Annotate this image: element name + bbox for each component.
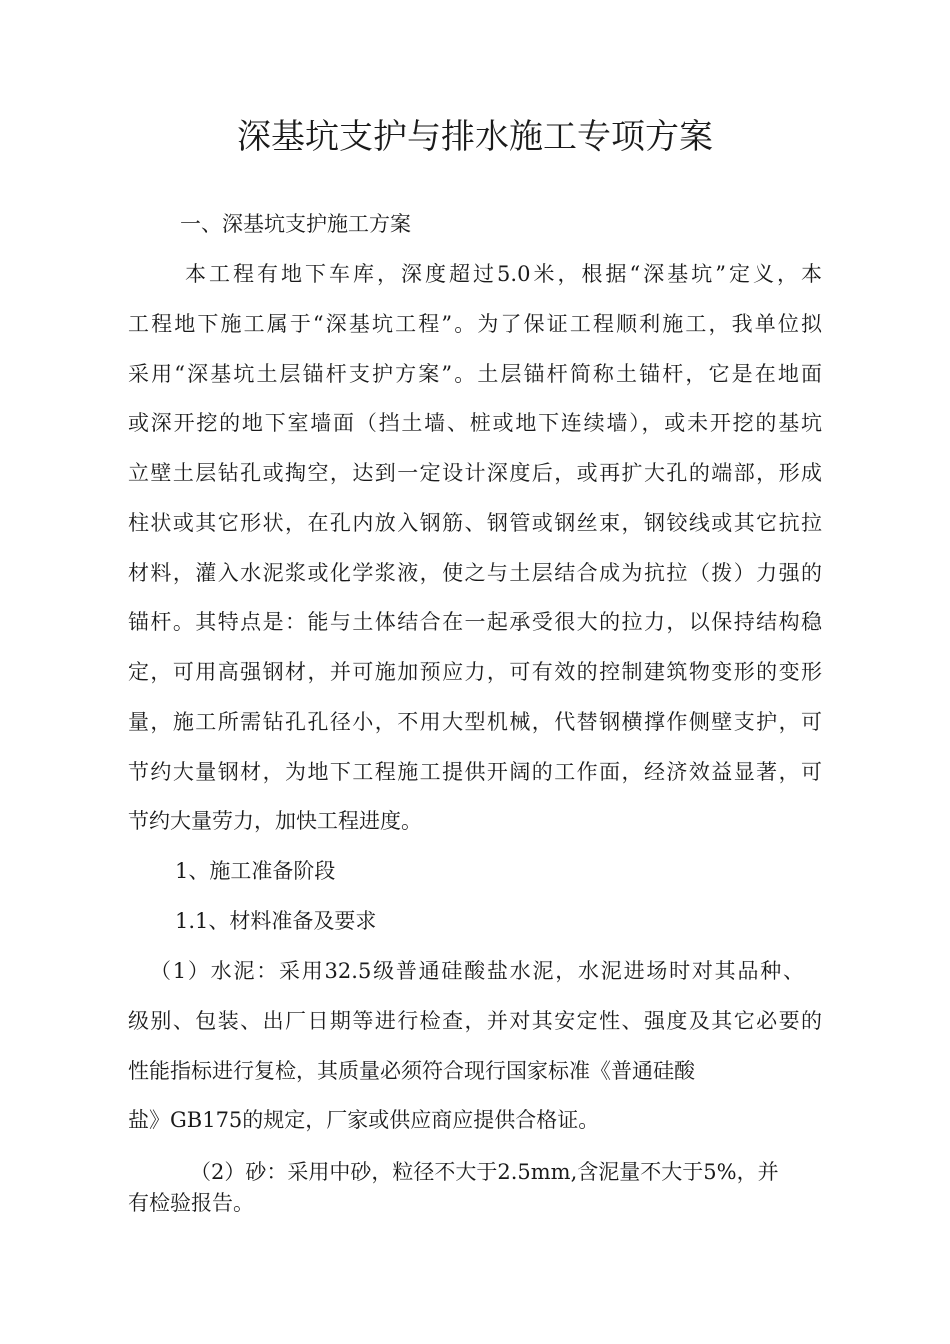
paragraph-line: 节约大量劳力，加快工程进度。 xyxy=(128,809,422,833)
section-heading: 一、深基坑支护施工方案 xyxy=(180,212,411,236)
paragraph-line: 工程地下施工属于“深基坑工程”。为了保证工程顺利施工，我单位拟 xyxy=(128,312,822,336)
paragraph-line: 定，可用高强钢材，并可施加预应力，可有效的控制建筑物变形的变形 xyxy=(128,660,822,684)
paragraph-line: 节约大量钢材，为地下工程施工提供开阔的工作面，经济效益显著，可 xyxy=(128,760,822,784)
paragraph-line: 有检验报告。 xyxy=(128,1191,254,1215)
paragraph-line: 盐》GB175的规定，厂家或供应商应提供合格证。 xyxy=(128,1108,600,1132)
paragraph-line: 采用“深基坑土层锚杆支护方案”。土层锚杆简称土锚杆，它是在地面 xyxy=(128,362,822,386)
section-heading: 1.1、材料准备及要求 xyxy=(175,909,377,933)
paragraph-line: 性能指标进行复检，其质量必须符合现行国家标准《普通硅酸 xyxy=(128,1059,695,1083)
paragraph-line: （2）砂：采用中砂，粒径不大于2.5mm,含泥量不大于5%，并 xyxy=(190,1160,779,1184)
paragraph-line: 量，施工所需钻孔孔径小，不用大型机械，代替钢横撑作侧壁支护，可 xyxy=(128,710,822,734)
paragraph-line: 材料，灌入水泥浆或化学浆液，使之与土层结合成为抗拉（拨）力强的 xyxy=(128,561,822,585)
paragraph-line: 级别、包装、出厂日期等进行检查，并对其安定性、强度及其它必要的 xyxy=(128,1009,822,1033)
paragraph-line: 柱状或其它形状，在孔内放入钢筋、钢管或钢丝束，钢铰线或其它抗拉 xyxy=(128,511,822,535)
section-heading: 1、施工准备阶段 xyxy=(175,859,336,883)
paragraph-line: 锚杆。其特点是：能与土体结合在一起承受很大的拉力，以保持结构稳 xyxy=(128,610,822,634)
paragraph-line: 本工程有地下车库，深度超过5.0米，根据“深基坑”定义，本 xyxy=(185,262,822,286)
document-title: 深基坑支护与排水施工专项方案 xyxy=(237,117,713,157)
paragraph-line: 立壁土层钻孔或掏空，达到一定设计深度后，或再扩大孔的端部，形成 xyxy=(128,461,822,485)
paragraph-line: 或深开挖的地下室墙面（挡土墙、桩或地下连续墙），或未开挖的基坑 xyxy=(128,411,822,435)
paragraph-line: （1）水泥：采用32.5级普通硅酸盐水泥，水泥进场时对其品种、 xyxy=(150,959,804,983)
